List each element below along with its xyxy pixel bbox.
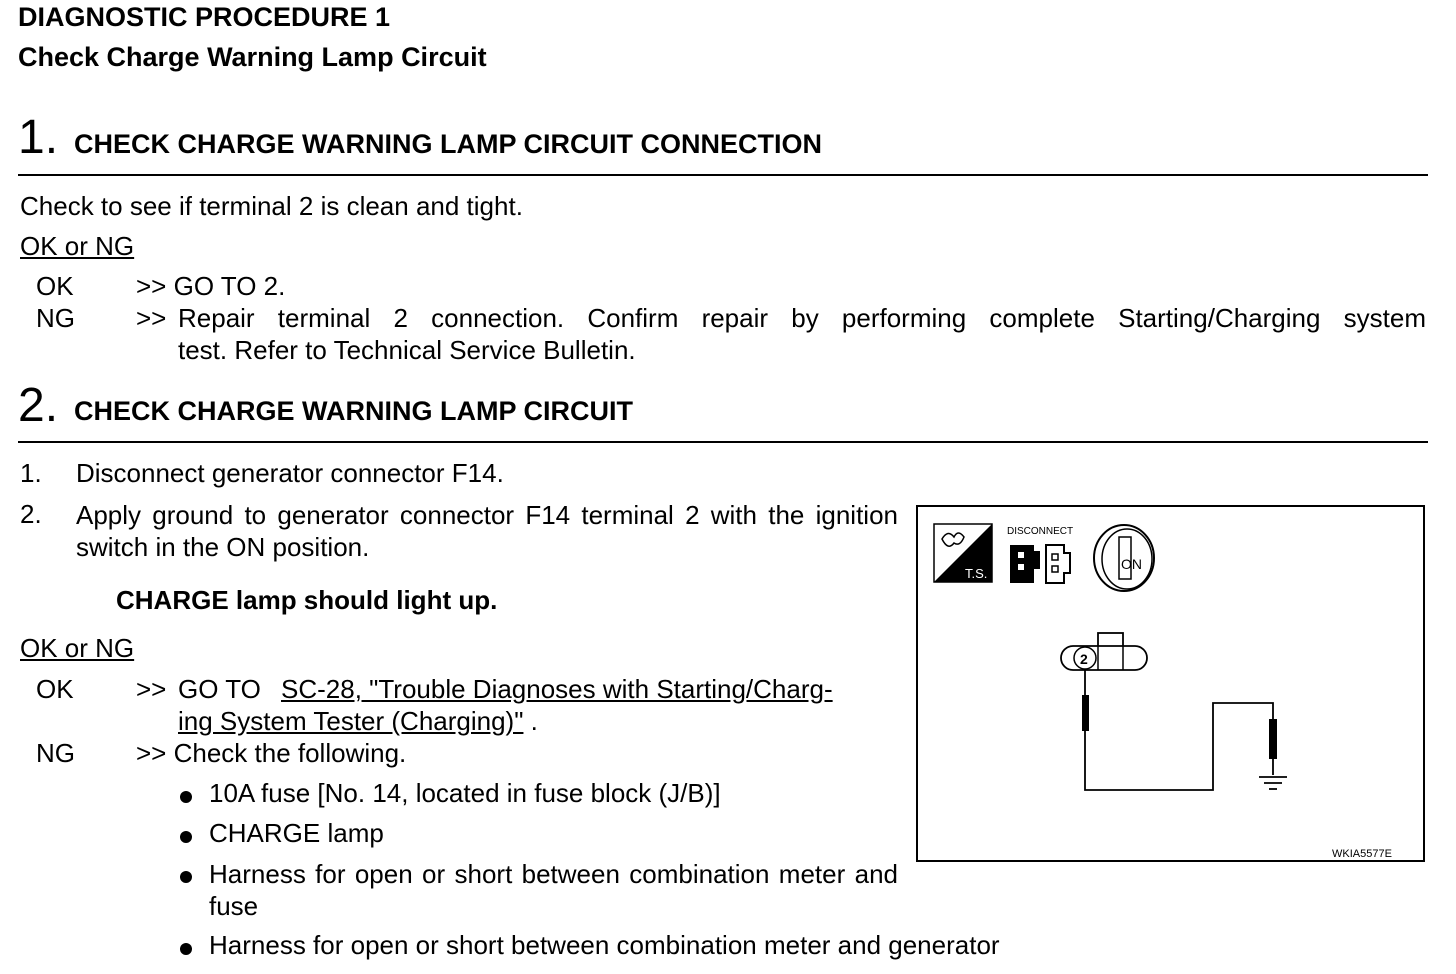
sc-28-reference-link[interactable]: SC-28, "Trouble Diagnoses with Starting/Charg- — [281, 674, 833, 704]
step-1-ng-label: NG — [36, 303, 75, 333]
step-1-result-label: OK or NG — [20, 231, 135, 261]
on-label: ON — [1121, 556, 1142, 572]
step-1-ok-text: >> GO TO 2. — [136, 271, 286, 301]
step-1-ng-arrow: >> — [136, 303, 167, 333]
step-1-title: CHECK CHARGE WARNING LAMP CIRCUIT CONNECTION — [74, 129, 822, 159]
bullet-icon — [180, 791, 192, 803]
step-2-item-2-number: 2. — [20, 499, 42, 529]
bullet-icon — [180, 943, 192, 955]
step-1-ng-text-line2: test. Refer to Technical Service Bulletin. — [178, 335, 636, 365]
step-1-ok-label: OK — [36, 271, 74, 301]
bullet-icon — [180, 831, 192, 843]
step-2-number: 2. — [18, 379, 59, 432]
ignition-on-icon — [1094, 525, 1154, 591]
probe-lead-left — [1082, 695, 1089, 731]
procedure-title: DIAGNOSTIC PROCEDURE 1 — [18, 2, 391, 32]
disconnect-icon — [1007, 526, 1073, 583]
sc-28-reference-link-continued[interactable]: ing System Tester (Charging)" — [178, 706, 524, 736]
circuit-figure — [916, 505, 1425, 862]
step-2-item-1-number: 1. — [20, 458, 42, 488]
step-2-ok-link-line2-wrap — [178, 706, 538, 737]
test-service-icon — [934, 524, 992, 582]
figure-code: WKIA5577E — [1332, 848, 1392, 860]
step-2-item-1-text: Disconnect generator connector F14. — [76, 458, 504, 488]
ts-label: T.S. — [965, 566, 988, 581]
step-2-ok-prefix: GO TO — [178, 674, 261, 704]
ground-jumper-wire — [1082, 669, 1277, 790]
expected-result: CHARGE lamp should light up. — [116, 585, 498, 615]
step-2-ok-suffix: . — [523, 706, 538, 736]
step-2-ok-label: OK — [36, 674, 74, 704]
circuit-diagram — [918, 507, 1423, 860]
probe-lead-right — [1269, 719, 1277, 759]
step-2-title: CHECK CHARGE WARNING LAMP CIRCUIT — [74, 396, 633, 426]
step-2-result-label: OK or NG — [20, 633, 135, 663]
terminal-2-label: 2 — [1080, 651, 1088, 667]
step-1-number: 1. — [18, 111, 59, 164]
step-1-ng-text-line1: Repair terminal 2 connection. Confirm repair by performing complete Starting/Charging system — [178, 303, 1426, 333]
bullet-icon — [180, 871, 192, 883]
check-item-3: Harness for open or short between combination meter and fuse — [209, 859, 898, 921]
procedure-subtitle: Check Charge Warning Lamp Circuit — [18, 42, 487, 72]
check-item-4: Harness for open or short between combination meter and generator — [209, 930, 1000, 960]
step-2-ng-label: NG — [36, 738, 75, 768]
check-item-2: CHARGE lamp — [209, 818, 384, 848]
step-2-ng-text: >> Check the following. — [136, 738, 407, 768]
generator-connector-f14 — [1061, 633, 1147, 670]
step-2-rule — [18, 441, 1428, 443]
step-2-item-2-text: Apply ground to generator connector F14 terminal 2 with the ignition switch in the ON position. — [76, 500, 898, 562]
check-item-1: 10A fuse [No. 14, located in fuse block (J/B)] — [209, 778, 721, 808]
step-2-ok-arrow: >> — [136, 674, 167, 704]
step-1-rule — [18, 174, 1428, 176]
step-1-instruction: Check to see if terminal 2 is clean and tight. — [20, 191, 523, 221]
ground-icon — [1259, 777, 1287, 789]
disconnect-label: DISCONNECT — [1007, 526, 1074, 537]
